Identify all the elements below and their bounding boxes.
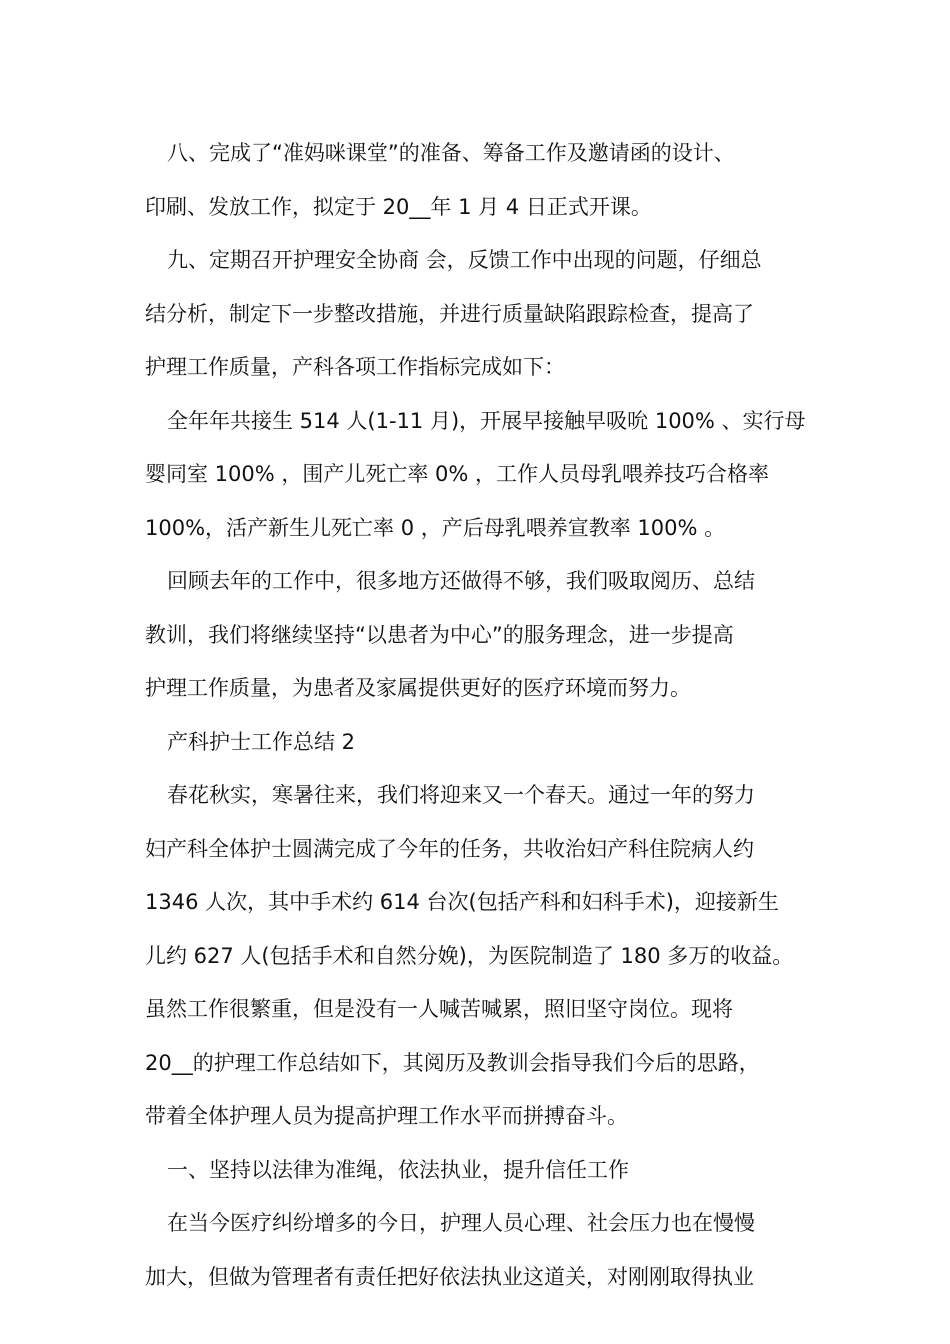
text-line: 1346 人次，其中手术约 614 台次(包括产科和妇科手术)，迎接新生 bbox=[145, 890, 779, 914]
text-line: 妇产科全体护士圆满完成了今年的任务，共收治妇产科住院病人约 bbox=[145, 836, 754, 861]
text-line: 婴同室 100% ，围产儿死亡率 0% ，工作人员母乳喂养技巧合格率 bbox=[145, 462, 770, 486]
text-line: 八、完成了“准妈咪课堂”的准备、筹备工作及邀请函的设计、 bbox=[167, 141, 735, 165]
text-line: 春花秋实，寒暑往来，我们将迎来又一个春天。通过一年的努力 bbox=[167, 783, 755, 807]
text-line: 儿约 627 人(包括手术和自然分娩)，为医院制造了 180 多万的收益。 bbox=[145, 943, 794, 968]
text-line: 教训，我们将继续坚持“以患者为中心”的服务理念，进一步提高 bbox=[145, 622, 734, 647]
text-line: 加大，但做为管理者有责任把好依法执业这道关，对刚刚取得执业 bbox=[145, 1264, 754, 1289]
text-line: 结分析，制定下一步整改措施，并进行质量缺陷跟踪检查，提高了 bbox=[145, 301, 754, 326]
document-page bbox=[145, 127, 813, 1304]
text-line: 印刷、发放工作，拟定于 20__年 1 月 4 日正式开课。 bbox=[145, 194, 652, 219]
text-line: 100%，活产新生儿死亡率 0 ，产后母乳喂养宣教率 100% 。 bbox=[145, 515, 726, 540]
text-line: 九、定期召开护理安全协商 会，反馈工作中出现的问题，仔细总 bbox=[167, 248, 762, 272]
text-line: 20__的护理工作总结如下，其阅历及教训会指导我们今后的思路， bbox=[145, 1050, 760, 1075]
subsection-heading: 一、坚持以法律为准绳，依法执业，提升信任工作 bbox=[167, 1157, 629, 1182]
text-line: 护理工作质量，产科各项工作指标完成如下： bbox=[145, 355, 565, 379]
section-heading: 产科护士工作总结 2 bbox=[167, 729, 356, 754]
text-line: 回顾去年的工作中，很多地方还做得不够，我们吸取阅历、总结 bbox=[167, 569, 755, 593]
text-line: 带着全体护理人员为提高护理工作水平而拼搏奋斗。 bbox=[145, 1104, 628, 1128]
text-line: 全年年共接生 514 人(1-11 月)，开展早接触早吸吮 100% 、实行母 bbox=[167, 408, 806, 433]
text-line: 虽然工作很繁重，但是没有一人喊苦喊累，照旧坚守岗位。现将 bbox=[145, 997, 733, 1021]
text-line: 在当今医疗纠纷增多的今日，护理人员心理、社会压力也在慢慢 bbox=[167, 1211, 755, 1235]
text-line: 护理工作质量，为患者及家属提供更好的医疗环境而努力。 bbox=[145, 676, 691, 700]
